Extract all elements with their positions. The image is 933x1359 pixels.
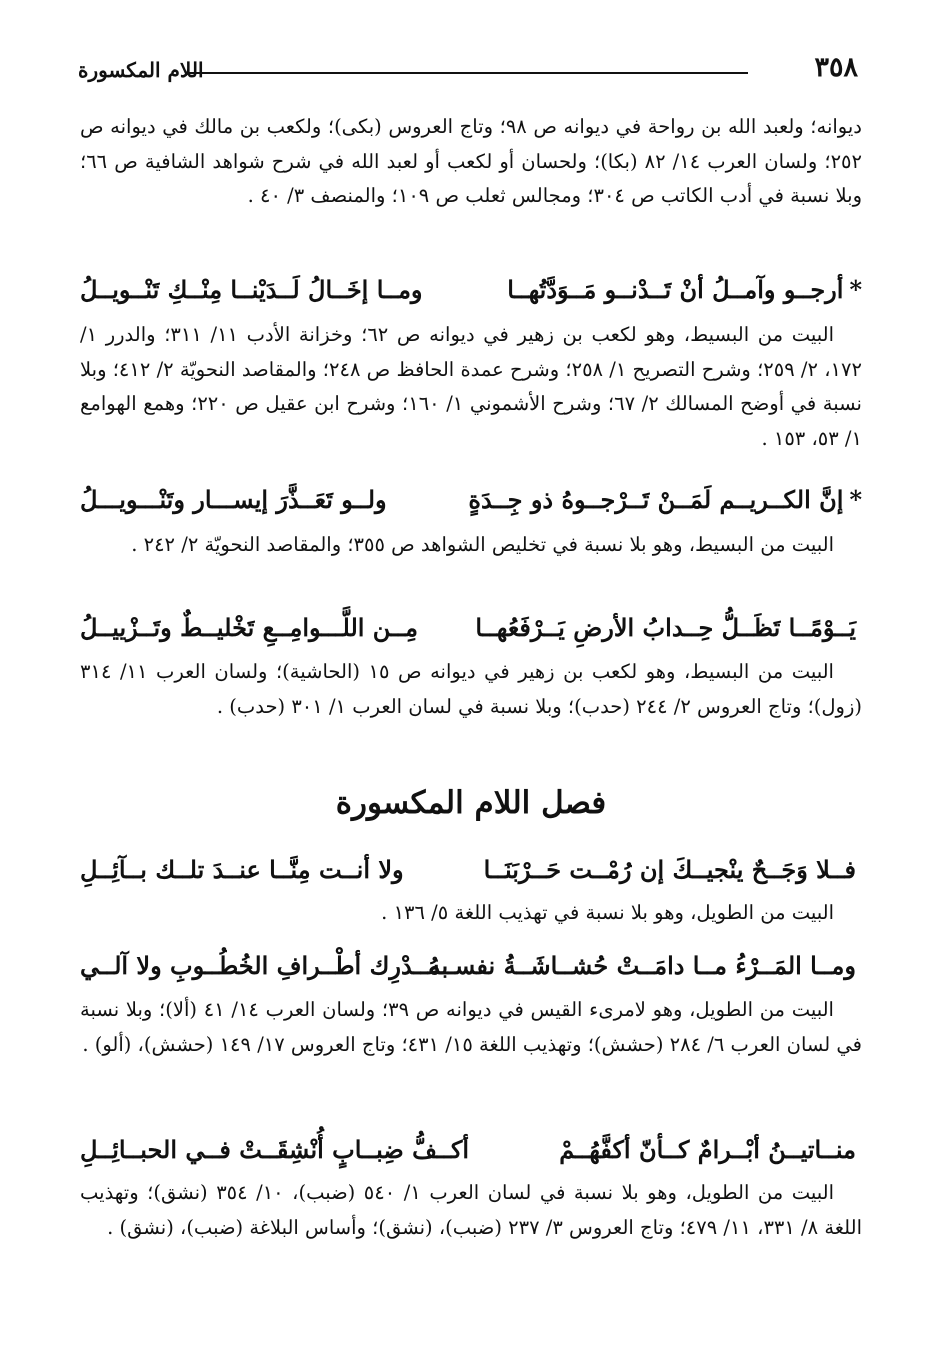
paragraph-text: البيت من البسيط، وهو لكعب بن زهير في ديوانه ص ١٥ (الحاشية)؛ ولسان العرب ١١/ ٣١٤ (زول)؛ وتاج العروس ٢/ ٢٤٤ (حدب)؛ وبلا نسبة في لسان العرب ١/ ٣٠١ (حدب) .: [80, 660, 862, 718]
paragraph-text: ديوانه؛ ولعبد الله بن رواحة في ديوانه ص ٩٨؛ وتاج العروس (بكى)؛ ولكعب بن مالك في ديوانه ص ٢٥٢؛ ولسان العرب ١٤/ ٨٢ (بكا)؛ ولحسان أو لكعب أو لعبد الله في شرح شواهد الشافية ص ٦٦؛ وبلا نسبة في أدب الكاتب ص ٣٠٤؛ ومجالس ثعلب ص ١٠٩؛ والمنصف ٣/ ٤٠ .: [80, 115, 862, 207]
paragraph-text: البيت من الطويل، وهو بلا نسبة في تهذيب اللغة ٥/ ١٣٦ .: [381, 901, 834, 924]
footnote-paragraph: [80, 110, 862, 214]
verse-line: [80, 268, 862, 312]
verse-second-hemistich: ومــا إخَــالُ لَــدَيْنــا مِنْــكِ تَنْــويــلُ: [80, 275, 423, 304]
citation-paragraph: [80, 318, 862, 456]
verse-first-hemistich: *أرجــو وآمــلُ أنْ تَــدْنــو مَــوَدَّتُهــا: [507, 275, 862, 304]
verse-line: [80, 1128, 862, 1172]
verse-second-hemistich: بمُــدْرِك أطْــرافِ الخُطُــوبِ ولا آلــي: [80, 951, 449, 980]
verse-second-hemistich: مِــن اللَّـــوامِــعِ تَخْليــطٌ وتَــزْييــلُ: [80, 613, 418, 642]
verse-marker: *: [849, 485, 862, 514]
paragraph-text: البيت من البسيط، وهو لكعب بن زهير في ديوانه ص ٦٢؛ وخزانة الأدب ١١/ ٣١١؛ والدرر ١/ ١٧٢، ٢/ ٢٥٩؛ وشرح التصريح ١/ ٢٥٨؛ وشرح عمدة الحافظ ص ٢٤٨؛ والمقاصد النحويّة ٢/ ٤١٢؛ وبلا نسبة في أوضح المسالك ٢/ ٦٧؛ وشرح الأشموني ١/ ١٦٠؛ وشرح ابن عقيل ص ٢٢٠؛ وهمع الهوامع ١/ ٥٣، ١٥٣ .: [80, 323, 862, 450]
verse-second-hemistich: ولــو تَعَــذَّرَ إيســـار وتَنْـــويـــلُ: [80, 485, 387, 514]
verse-line: [80, 944, 862, 988]
verse-first-hemistich: يَــوْمًــا تَظَــلُّ حِــدابُ الأرضِ يَــرْفَعُهــا: [475, 613, 856, 642]
verse-marker: *: [849, 275, 862, 304]
citation-paragraph: [80, 1176, 862, 1245]
citation-paragraph: [80, 896, 862, 931]
running-title: اللام المكسورة: [78, 58, 204, 82]
verse-second-hemistich: أكــفُّ ضِبــابٍ أُنْشِقَــتْ فــي الحبــائِــلِ: [80, 1135, 470, 1164]
page-number: ٣٥٨: [814, 52, 858, 83]
header-rule: [188, 72, 748, 74]
verse-first-hemistich: منــاتيــنُ أبْــرامٌ كــأنّ أكفَّهُــمْ: [559, 1135, 856, 1164]
citation-paragraph: [80, 993, 862, 1062]
verse-line: [80, 848, 862, 892]
paragraph-text: البيت من الطويل، وهو بلا نسبة في لسان العرب ١/ ٥٤٠ (ضبب)، ١٠/ ٣٥٤ (نشق)؛ وتهذيب اللغة ٨/ ٣٣١، ١١/ ٤٧٩؛ وتاج العروس ٣/ ٢٣٧ (ضبب)، (نشق)؛ وأساس البلاغة (ضبب)، (نشق) .: [80, 1181, 862, 1239]
verse-second-hemistich: ولا أنــت مِنَّــا عنــدَ تلــك بــآئِــلِ: [80, 855, 404, 884]
verse-first-hemistich: فــلا وَجَــحٌ ينْجيــكَ إن رُمْــت حَــرْبَنَــا: [483, 855, 856, 884]
verse-line: [80, 478, 862, 522]
citation-paragraph: [80, 528, 862, 563]
verse-line: [80, 606, 862, 650]
paragraph-text: البيت من الطويل، وهو لامرىء القيس في ديوانه ص ٣٩؛ ولسان العرب ١٤/ ٤١ (ألا)؛ وبلا نسبة في لسان العرب ٦/ ٢٨٤ (حشش)؛ وتهذيب اللغة ١٥/ ٤٣١؛ وتاج العروس ١٧/ ١٤٩ (حشش)، (ألو) .: [80, 998, 862, 1056]
verse-first-hemistich: *إنَّ الكــريــم لَمَــنْ تَــرْجــوهُ ذو جِــدَةٍ: [468, 485, 862, 514]
section-heading: فصل اللام المكسورة: [335, 785, 607, 821]
verse-first-hemistich: ومــا المَــرْءُ مــا دامَــتْ حُشــاشَــةُ نفســه: [428, 951, 856, 980]
page-header: [78, 52, 858, 92]
paragraph-text: البيت من البسيط، وهو بلا نسبة في تخليص الشواهد ص ٣٥٥؛ والمقاصد النحويّة ٢/ ٢٤٢ .: [131, 533, 834, 556]
citation-paragraph: [80, 655, 862, 724]
